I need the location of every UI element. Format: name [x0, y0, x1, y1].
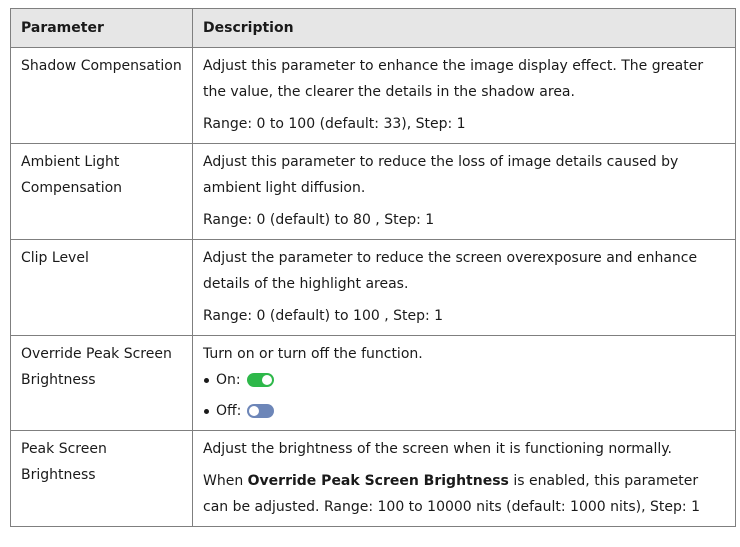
- table-row: [11, 144, 736, 240]
- param-description: Adjust the parameter to reduce the screen overexposure and enhance details of the highlight areas.: [203, 250, 698, 292]
- param-description-cell: [193, 431, 736, 527]
- param-name: Clip Level: [11, 240, 193, 336]
- param-note: [203, 468, 725, 520]
- param-name: Peak Screen Brightness: [11, 431, 193, 527]
- table-row: [11, 240, 736, 336]
- note-prefix: When: [203, 473, 248, 489]
- toggle-on-icon: [247, 373, 274, 387]
- bullet-dot-icon: [204, 378, 209, 383]
- off-label: Off:: [216, 403, 242, 419]
- toggle-off-icon: [247, 404, 274, 418]
- on-bullet-item: [203, 367, 725, 393]
- note-suffix: is enabled, this parameter can be adjusted. Range: 100 to 10000 nits (default: 1000 nits), Step: 1: [203, 473, 700, 515]
- on-label: On:: [216, 372, 241, 388]
- param-range: Range: 0 to 100 (default: 33), Step: 1: [203, 116, 466, 132]
- header-description: Description: [193, 9, 736, 48]
- off-bullet-item: [203, 398, 725, 424]
- param-description: Turn on or turn off the function.: [203, 346, 423, 362]
- bullet-dot-icon: [204, 409, 209, 414]
- table-row: [11, 431, 736, 527]
- table-row: [11, 336, 736, 431]
- param-name: Override Peak Screen Brightness: [11, 336, 193, 431]
- parameter-table: [10, 8, 736, 527]
- param-range: Range: 0 (default) to 100 , Step: 1: [203, 308, 444, 324]
- header-parameter: Parameter: [11, 9, 193, 48]
- param-name: Ambient Light Compensation: [11, 144, 193, 240]
- param-description-cell: [193, 336, 736, 431]
- param-description: Adjust the brightness of the screen when it is functioning normally.: [203, 441, 672, 457]
- param-description-cell: [193, 144, 736, 240]
- header-row: [11, 9, 736, 48]
- param-name: Shadow Compensation: [11, 48, 193, 144]
- note-bold-term: Override Peak Screen Brightness: [247, 473, 509, 489]
- param-description-cell: [193, 48, 736, 144]
- param-description: Adjust this parameter to reduce the loss of image details caused by ambient light diffusion.: [203, 154, 679, 196]
- param-range: Range: 0 (default) to 80 , Step: 1: [203, 212, 435, 228]
- table-row: [11, 48, 736, 144]
- param-description: Adjust this parameter to enhance the image display effect. The greater the value, the clearer the details in the shadow area.: [203, 58, 704, 100]
- param-description-cell: [193, 240, 736, 336]
